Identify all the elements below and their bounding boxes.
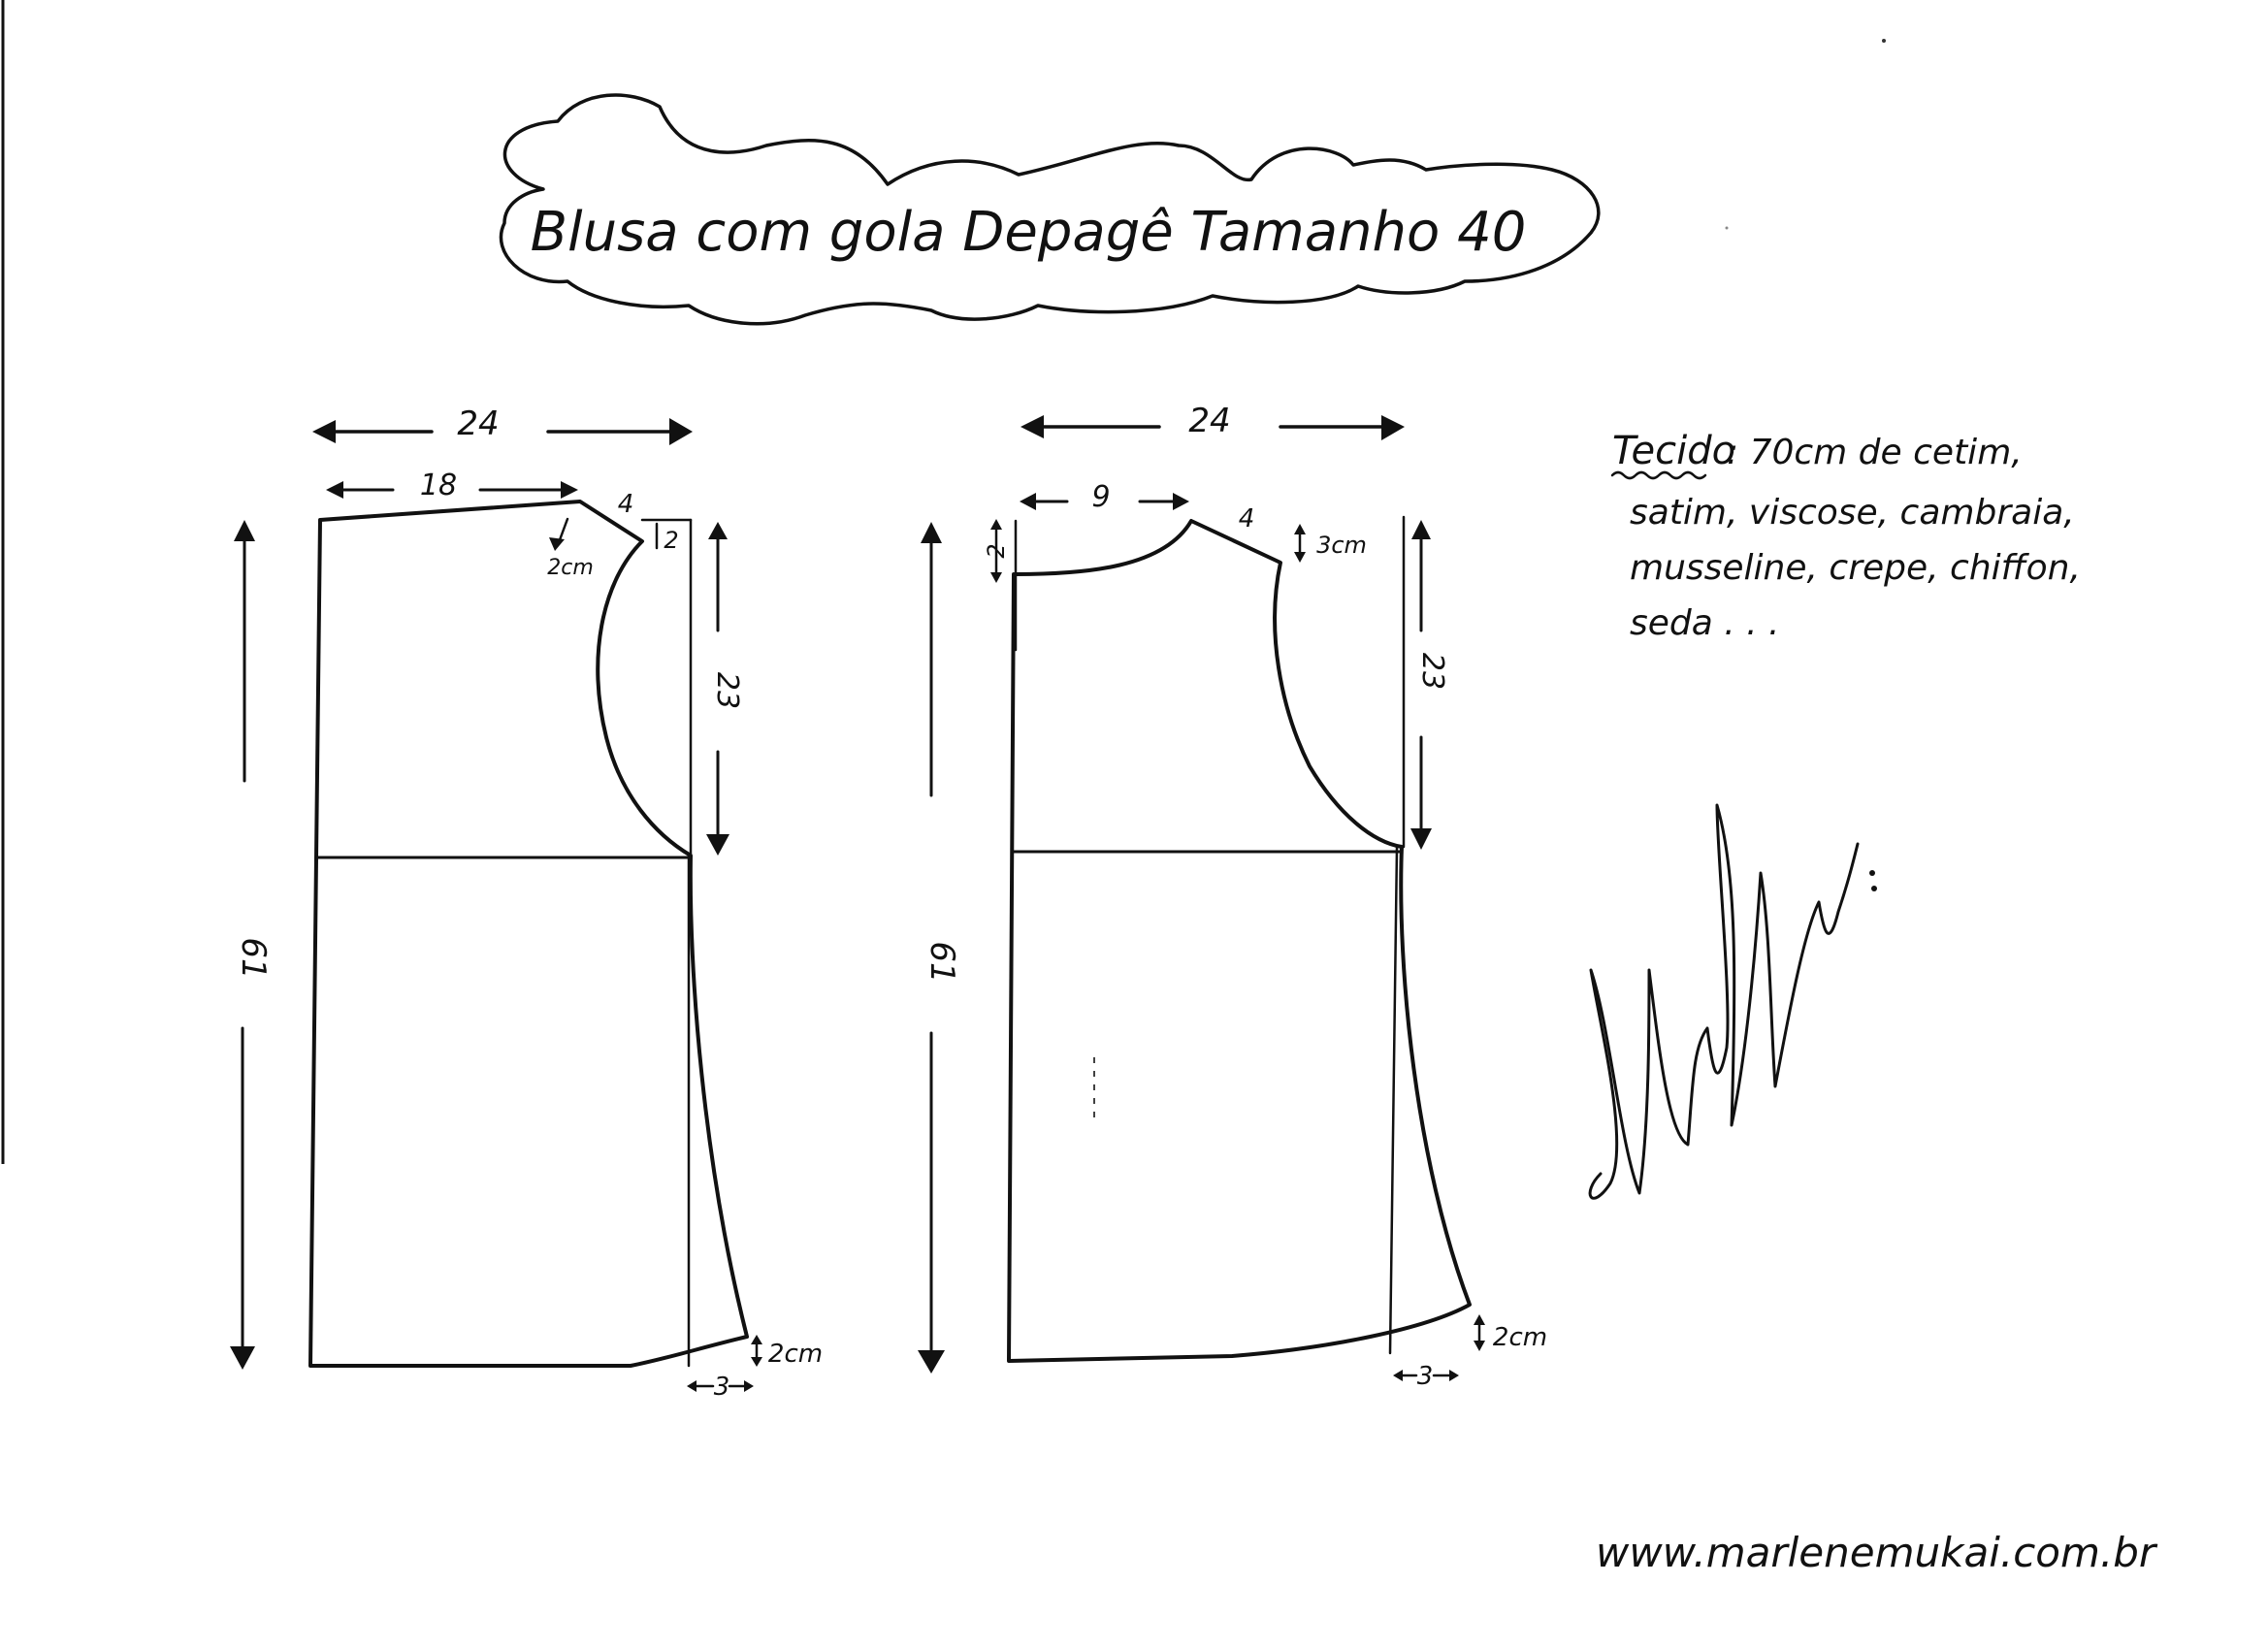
arrowhead — [1410, 828, 1432, 850]
left-shoulder-label: 18 — [419, 469, 458, 502]
left-shoulder-drop-label: 2 — [664, 527, 679, 554]
arrowhead — [1474, 1341, 1485, 1351]
page-title: Blusa com gola Depagê Tamanho 40 — [530, 201, 1527, 264]
fabric-label: Tecido — [1612, 429, 1736, 473]
fabric-line-4: seda . . . — [1630, 603, 1780, 643]
left-length-label: 61 — [234, 937, 273, 980]
arrowhead — [751, 1335, 762, 1344]
arrowhead — [990, 519, 1002, 530]
pattern-right — [918, 402, 1547, 1391]
left-shoulder-width-label: 4 — [617, 490, 634, 519]
scan-speck — [1882, 39, 1886, 43]
arrowhead — [1020, 493, 1036, 510]
arrowhead — [751, 1357, 762, 1367]
arrowhead — [230, 1346, 255, 1370]
arrowhead — [921, 522, 942, 543]
fabric-line-1: : 70cm de cetim, — [1727, 433, 2023, 472]
left-armhole-label: 23 — [710, 671, 744, 710]
signature — [1590, 805, 1877, 1198]
right-neck-depth-label: 2 — [983, 543, 1010, 559]
arrowhead — [669, 418, 693, 445]
right-length-label: 61 — [923, 941, 961, 984]
left-hem-flare-label: 3 — [713, 1373, 730, 1402]
arrowhead — [561, 481, 578, 499]
arrowhead — [234, 520, 255, 541]
arrowhead — [1411, 520, 1431, 539]
scan-speck — [1726, 227, 1729, 230]
arrowhead — [990, 572, 1002, 583]
left-width-label: 24 — [457, 404, 500, 443]
arrowhead — [1381, 415, 1405, 440]
left-pattern-outline — [310, 501, 747, 1366]
arrowhead — [1294, 524, 1306, 534]
arrowhead — [708, 522, 728, 539]
right-armhole-label: 23 — [1415, 652, 1449, 691]
website-url: www.marlenemukai.com.br — [1596, 1529, 2156, 1576]
pattern-left — [230, 404, 823, 1402]
arrowhead — [312, 420, 336, 443]
arrowhead — [744, 1380, 754, 1392]
arrowhead — [918, 1350, 945, 1374]
right-shoulder-drop-label: 3cm — [1316, 532, 1367, 559]
arrowhead — [1173, 493, 1189, 510]
arrowhead — [706, 834, 729, 856]
right-hem-flare-label: 3 — [1416, 1362, 1434, 1391]
arrowhead — [1449, 1370, 1459, 1381]
arrowhead — [1021, 415, 1044, 438]
arrowhead — [549, 537, 565, 551]
arrowhead — [1393, 1370, 1403, 1381]
arrowhead — [1294, 552, 1306, 563]
right-width-label: 24 — [1188, 402, 1231, 440]
arrowhead — [1474, 1314, 1485, 1325]
left-neck-drop-label: 2cm — [547, 556, 594, 580]
left-hem-rise-label: 2cm — [767, 1340, 824, 1369]
arrowhead — [687, 1380, 697, 1392]
arrowhead — [326, 481, 343, 499]
right-hem-rise-label: 2cm — [1492, 1323, 1548, 1352]
right-neck-width-label: 9 — [1091, 480, 1111, 514]
right-pattern-outline — [1009, 521, 1470, 1361]
fabric-line-3: musseline, crepe, chiffon, — [1630, 548, 2081, 588]
fabric-line-2: satim, viscose, cambraia, — [1630, 493, 2075, 533]
title-cloud — [501, 95, 1598, 324]
right-center-guide — [1390, 847, 1397, 1353]
right-shoulder-width-label: 4 — [1238, 504, 1255, 534]
fabric-note — [1612, 429, 2081, 643]
